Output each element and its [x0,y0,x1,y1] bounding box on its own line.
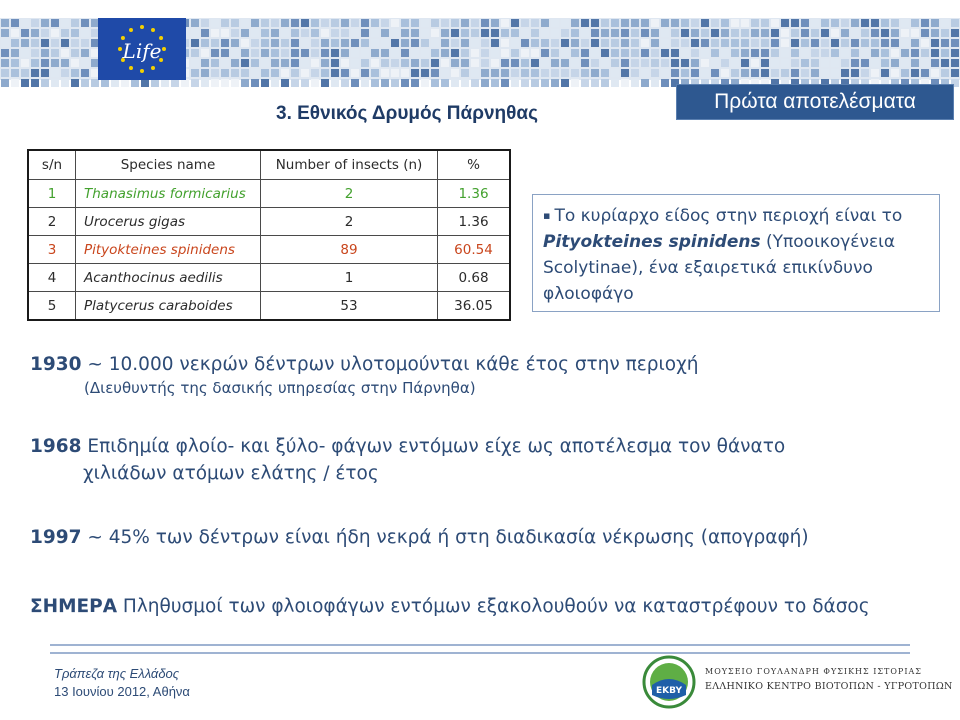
callout-text-post: (Υποοικογένεια Scolytinae), ένα εξαιρετικά επικίνδυνο φλοιοφάγο [543,232,896,304]
col-header-percent: % [438,150,511,180]
cell-sn: 4 [28,264,76,292]
cell-sn: 3 [28,236,76,264]
timeline-year: 1968 [30,436,82,457]
cell-species: Urocerus gigas [76,208,261,236]
col-header-count: Number of insects (n) [261,150,438,180]
col-header-sn: s/n [28,150,76,180]
cell-count: 1 [261,264,438,292]
table-row [28,208,510,236]
cell-sn: 5 [28,292,76,321]
section-banner: Πρώτα αποτελέσματα [676,84,954,120]
timeline-text: ~ 45% των δέντρων είναι ήδη νεκρά ή στη διαδικασία νέκρωσης (απογραφή) [81,527,809,548]
timeline-text: Πληθυσμοί των φλοιοφάγων εντόμων εξακολουθούν να καταστρέφουν το δάσος [117,596,870,617]
cell-percent: 0.68 [438,264,511,292]
footer-divider [50,644,910,654]
life-logo-text: Life [122,39,162,63]
timeline-item-1997 [30,527,809,548]
timeline-item-1968 [30,436,785,484]
callout-text-pre: Το κυρίαρχο είδος στην περιοχή είναι το [554,206,903,226]
cell-species: Platycerus caraboides [76,292,261,321]
life-logo [98,18,186,80]
callout-species: Pityokteines spinidens [543,232,761,252]
cell-count: 2 [261,208,438,236]
species-table [27,149,511,321]
cell-percent: 1.36 [438,180,511,208]
slide-title: 3. Εθνικός Δρυμός Πάρνηθας [276,103,538,124]
cell-percent: 1.36 [438,208,511,236]
col-header-species: Species name [76,150,261,180]
cell-percent: 60.54 [438,236,511,264]
table-row [28,292,510,321]
table-row [28,264,510,292]
table-row [28,180,510,208]
footer-date: 13 Ιουνίου 2012, Αθήνα [54,684,190,699]
cell-count: 2 [261,180,438,208]
museum-name: ΜΟΥΣΕΙΟ ΓΟΥΛΑΝΔΡΗ ΦΥΣΙΚΗΣ ΙΣΤΟΡΙΑΣ [705,667,922,676]
table-header-row [28,150,510,180]
bullet-icon: ▪ [543,209,551,222]
cell-species: Thanasimus formicarius [76,180,261,208]
dominant-species-callout [532,194,940,312]
cell-species: Acanthocinus aedilis [76,264,261,292]
table-row [28,236,510,264]
timeline-year: ΣΗΜΕΡΑ [30,596,118,617]
centre-name: ΕΛΛΗΝΙΚΟ ΚΕΝΤΡΟ ΒΙΟΤΟΠΩΝ - ΥΓΡΟΤΟΠΩΝ [705,681,953,692]
timeline-item-today [30,596,870,617]
timeline-text: ~ 10.000 νεκρών δέντρων υλοτομούνται κάθε έτος στην περιοχή [81,354,699,375]
timeline-source: (Διευθυντής της δασικής υπηρεσίας στην Πάρνηθα) [84,379,476,397]
timeline-text-continued: χιλιάδων ατόμων ελάτης / έτος [83,463,379,484]
cell-sn: 2 [28,208,76,236]
ekby-logo-text: EKBY [655,686,683,696]
timeline-item-1930 [30,354,699,397]
cell-species: Pityokteines spinidens [76,236,261,264]
timeline-year: 1930 [30,354,82,375]
cell-count: 89 [261,236,438,264]
cell-percent: 36.05 [438,292,511,321]
cell-count: 53 [261,292,438,321]
cell-sn: 1 [28,180,76,208]
footer-organization: Τράπεζα της Ελλάδος [54,666,180,681]
timeline-year: 1997 [30,527,82,548]
ekby-logo [642,655,696,709]
timeline-text: Επιδημία φλοίο- και ξύλο- φάγων εντόμων είχε ως αποτέλεσμα τον θάνατο [81,436,786,457]
